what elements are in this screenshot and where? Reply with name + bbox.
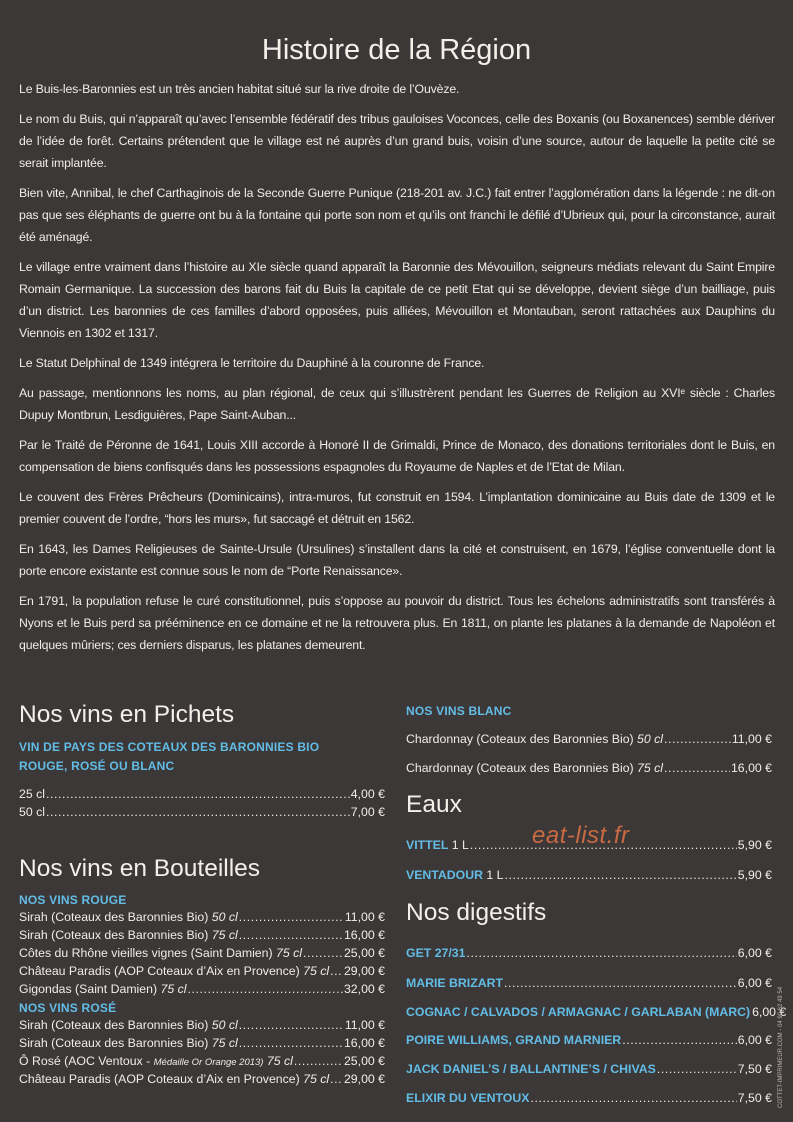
item-name: Ô Rosé (AOC Ventoux -: [19, 1054, 151, 1068]
history-paragraph: Le couvent des Frères Prêcheurs (Dominicains), intra-muros, fut construit en 1594. L’implantation dominicaine au Buis date de 1309 et le premier couvent de l’ordre, “hors les murs», fut saccagé et détruit en 1562.: [19, 490, 775, 526]
blanc-title: NOS VINS BLANC: [406, 704, 512, 718]
history-paragraph: Par le Traité de Péronne de 1641, Louis XIII accorde à Honoré II de Grimaldi, Prince de Monaco, des donations territoriales dont le Buis, en compensation de biens confisqués dans les possessions espagnoles du Royaume de Naples et de l’Etat de Milan.: [19, 438, 775, 474]
item-name: 25 cl: [19, 787, 45, 801]
history-paragraph: Le nom du Buis, qui n’apparaît qu’avec l’ensemble fédératif des tribus gauloises Voconces, celle des Boxanis (ou Boxanences) semble dériver de l’idée de forêt. Certains prétendent que le village est né auprès d’un grand buis, voisin d’une source, autour de laquelle la petite cité se serait implantée.: [19, 112, 775, 170]
item-price: 6,00 €: [737, 946, 772, 960]
item-name: Sirah (Coteaux des Baronnies Bio): [19, 928, 209, 942]
item-price: 7,50 €: [737, 1062, 772, 1076]
item-name: COGNAC / CALVADOS / ARMAGNAC / GARLABAN (MARC): [406, 1005, 751, 1019]
item-name: GET 27/31: [406, 946, 466, 960]
item-price: 5,90 €: [737, 868, 772, 882]
item-name: Côtes du Rhône vieilles vignes (Saint Damien): [19, 946, 273, 960]
pichets-subtitle: VIN DE PAYS DES COTEAUX DES BARONNIES BIO: [19, 740, 320, 754]
history-paragraph: Le Statut Delphinal de 1349 intégrera le territoire du Dauphiné à la couronne de France.: [19, 356, 485, 370]
item-name: Sirah (Coteaux des Baronnies Bio): [19, 910, 209, 924]
item-name: ELIXIR DU VENTOUX: [406, 1091, 530, 1105]
digestifs-title: Nos digestifs: [406, 899, 547, 926]
history-paragraph: Au passage, mentionnons les noms, au plan régional, de ceux qui s’illustrèrent pendant les Guerres de Religion au XVIᵉ siècle : Charles Dupuy Montbrun, Lesdiguières, Pape Saint-Auban...: [19, 386, 775, 422]
item-volume: 75 cl: [303, 1072, 330, 1086]
item-volume: 75 cl: [266, 1054, 293, 1068]
history-paragraph: Le village entre vraiment dans l’histoire au XIe siècle quand apparaît la Baronnie des Mévouillon, seigneurs médiats relevant du Saint Empire Romain Germanique. La succession des barons fait du Buis la capitale de ce petit Etat qui se développe, devient siège d’un bailliage, puis d’un district. Les baronnies de ces familles d’abord opposées, puis alliées, Mévouillon et Montauban, seront rattachées aux Dauphins du Viennois en 1302 et 1317.: [19, 260, 775, 340]
menu-row: [19, 981, 385, 998]
item-price: 16,00 €: [343, 1036, 385, 1050]
item-name: POIRE WILLIAMS, GRAND MARNIER: [406, 1033, 622, 1047]
item-price: 11,00 €: [731, 732, 772, 746]
item-volume: 75 cl: [211, 1036, 238, 1050]
item-price: 11,00 €: [344, 910, 385, 924]
item-price: 32,00 €: [343, 982, 385, 996]
item-volume: 75 cl: [276, 946, 302, 960]
menu-row: [406, 945, 772, 962]
item-name: Gigondas (Saint Damien): [19, 982, 158, 996]
menu-row: [406, 1061, 772, 1078]
item-price: 25,00 €: [343, 1054, 385, 1068]
menu-row: [19, 909, 385, 926]
item-price: 6,00 €: [737, 1033, 772, 1047]
menu-row: [19, 1071, 385, 1088]
item-price: 7,00 €: [350, 805, 385, 819]
item-volume: 75 cl: [303, 964, 330, 978]
history-paragraph: En 1643, les Dames Religieuses de Sainte-Ursule (Ursulines) s’installent dans la cité et construisent, en 1679, l’église conventuelle dont la porte encore existante est connue sous le nom de “Porte Renaissance».: [19, 542, 775, 578]
item-volume: 50 cl: [211, 1018, 238, 1032]
menu-row: [19, 927, 385, 944]
item-brand: VENTADOUR: [406, 868, 483, 882]
item-brand: VITTEL: [406, 838, 449, 852]
item-price: 16,00 €: [343, 928, 385, 942]
menu-row: [19, 945, 385, 962]
rose-title: NOS VINS ROSÉ: [19, 1001, 117, 1015]
history-paragraph: Bien vite, Annibal, le chef Carthaginois de la Seconde Guerre Punique (218-201 av. J.C.) fait entrer l’agglomération dans la légende : ne dit-on pas que ses éléphants de guerre ont bu à la fontaine qui porte son nom et qu’ils ont franchi le défilé d’Ubrieux qui, pour la circonstance, aurait été aménagé.: [19, 186, 775, 244]
item-name: Sirah (Coteaux des Baronnies Bio): [19, 1018, 209, 1032]
item-price: 4,00 €: [350, 787, 385, 801]
item-volume: 50 cl: [211, 910, 238, 924]
pichets-title: Nos vins en Pichets: [19, 701, 235, 728]
item-name: MARIE BRIZART: [406, 976, 504, 990]
history-paragraph: Le Buis-les-Baronnies est un très ancien habitat situé sur la rive droite de l’Ouvèze.: [19, 82, 460, 96]
item-price: 7,50 €: [737, 1091, 772, 1105]
item-price: 16,00 €: [730, 761, 772, 775]
item-name: Sirah (Coteaux des Baronnies Bio): [19, 1036, 209, 1050]
item-name: Chardonnay (Coteaux des Baronnies Bio): [406, 732, 634, 746]
item-volume: 1 L: [451, 838, 469, 852]
history-paragraph: En 1791, la population refuse le curé constitutionnel, puis s’oppose au pouvoir du district. Tous les échelons administratifs sont transférés à Nyons et le Buis perd sa prééminence en ce domaine et ne la retrouvera plus. En 1811, on plante les platanes à la demande de Napoléon et quelques mûriers; ces derniers disparus, les platanes demeurent.: [19, 594, 775, 652]
menu-row: [406, 867, 772, 884]
item-award: Médaille Or Orange 2013): [153, 1057, 264, 1068]
rouge-title: NOS VINS ROUGE: [19, 893, 127, 907]
menu-row: [406, 1032, 772, 1049]
item-volume: 50 cl: [637, 732, 664, 746]
menu-row: [19, 1053, 385, 1071]
pichets-subtitle-colors: ROUGE, ROSÉ OU BLANC: [19, 759, 175, 773]
item-volume: 75 cl: [160, 982, 187, 996]
history-title: Histoire de la Région: [261, 34, 532, 66]
item-price: 11,00 €: [344, 1018, 385, 1032]
item-name: JACK DANIEL’S / BALLANTINE’S / CHIVAS: [406, 1062, 656, 1076]
menu-row: [406, 975, 772, 992]
item-name: Chardonnay (Coteaux des Baronnies Bio): [406, 761, 634, 775]
menu-row: [19, 1035, 385, 1052]
item-price: 6,00 €: [752, 1005, 787, 1019]
menu-row: [19, 963, 385, 980]
item-price: 29,00 €: [343, 964, 385, 978]
item-price: 25,00 €: [343, 946, 385, 960]
item-name: Château Paradis (AOP Coteaux d’Aix en Provence): [19, 1072, 300, 1086]
menu-row: [19, 1017, 385, 1034]
eaux-title: Eaux: [406, 791, 462, 818]
item-name: Château Paradis (AOP Coteaux d’Aix en Provence): [19, 964, 300, 978]
item-volume: 75 cl: [637, 761, 664, 775]
item-name: 50 cl: [19, 805, 45, 819]
item-price: 6,00 €: [737, 976, 772, 990]
menu-row: [19, 786, 385, 803]
history-text: [19, 78, 775, 664]
printer-credit: COTTET-IMPRIMEUR.COM - 04 90 62 49 54: [778, 986, 784, 1108]
item-price: 5,90 €: [737, 838, 772, 852]
watermark: eat-list.fr: [532, 822, 630, 849]
item-volume: 1 L: [486, 868, 504, 882]
menu-row: [406, 1004, 787, 1021]
menu-row: [406, 1090, 772, 1107]
menu-row: [406, 760, 772, 777]
menu-row: [19, 804, 385, 821]
item-volume: 75 cl: [211, 928, 238, 942]
menu-row: [406, 731, 772, 748]
item-price: 29,00 €: [343, 1072, 385, 1086]
bouteilles-title: Nos vins en Bouteilles: [19, 855, 261, 882]
